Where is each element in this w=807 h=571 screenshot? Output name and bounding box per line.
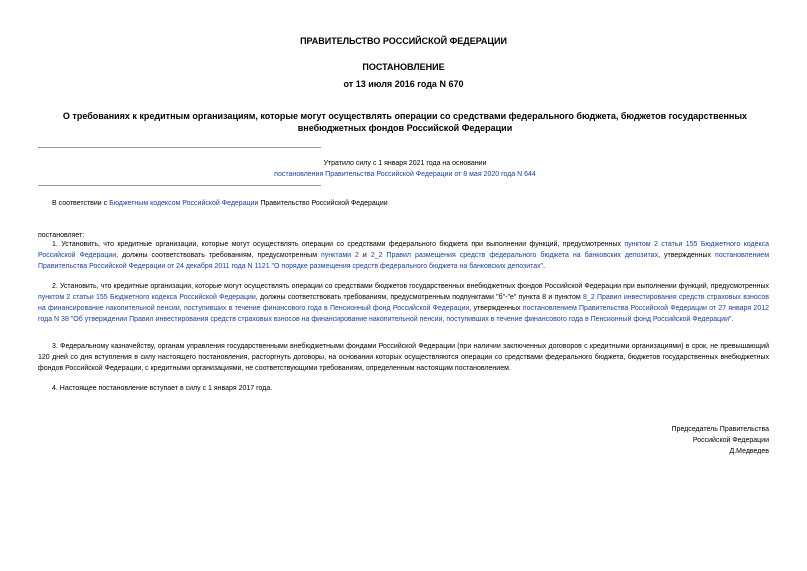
repeal-notice — [200, 158, 610, 180]
p2-text-1: 2. Установить, что кредитные организации, которые могут осуществлять операции со средствами бюджетов государственных внебюджетных фондов Российской Федерации при выполнении функций, предусмотренных — [52, 283, 769, 290]
p2-text-2: , должны соответствовать требованиям, предусмотренным подпунктами "б"-"е" пункта 8 и пунктом — [255, 294, 584, 301]
document-date-number: от 13 июля 2016 года N 670 — [343, 79, 464, 89]
preamble — [52, 198, 752, 209]
p1-link-3[interactable]: 2_2 Правил размещения средств федерального бюджета на банковских депозитах — [370, 252, 659, 259]
preamble-text-end: Правительство Российской Федерации — [258, 200, 388, 207]
paragraph-3: 3. Федеральному казначейству, органам управления государственными внебюджетными фондами Российской Федерации (при наличии заключенных договоров с кредитными организациями) в срок, не превышающий 120 дней со дня вступления в силу настоящего постановления, расторгнуть договоры, на основании которых осуществляются операции со средствами федерального бюджета, бюджетов государственных внебюджетных фондов Российской Федерации, с кредитными организациями, не соответствующими требованиям, определенным настоящим постановлением. — [38, 343, 769, 372]
paragraph-4: 4. Настоящее постановление вступает в силу с 1 января 2017 года. — [52, 385, 273, 392]
p1-link-2[interactable]: пунктами 2 — [321, 252, 359, 259]
p1-text-4: , утвержденных — [658, 252, 716, 259]
p2-link-2[interactable]: 8_2 Правил инвестирования средств страховых взносов на финансирование накопительной пенсии, поступивших в течение финансового года в Пенсионный фонд Российской Федерации — [38, 294, 769, 312]
p1-link-1[interactable]: пунктом 2 статьи 155 Бюджетного кодекса Российской Федерации — [38, 241, 769, 259]
repeal-notice-text: Утратило силу с 1 января 2021 года на основании — [323, 160, 487, 167]
p2-link-3[interactable]: постановлением Правительства Российской Федерации от 27 января 2012 года N 38 "Об утверждении Правил инвестирования средств страховых взносов на финансирование накопительной пенсии, поступивших в течение финансового года в Пенсионный фонд Российской Федерации" — [38, 305, 769, 323]
budget-code-link[interactable]: Бюджетным кодексом Российской Федерации — [109, 200, 259, 207]
paragraph-1 — [38, 239, 769, 272]
preamble-text: В соответствии с — [52, 200, 110, 207]
p2-link-1[interactable]: пунктом 2 статьи 155 Бюджетного кодекса Российской Федерации — [38, 294, 256, 301]
p1-text-2: , должны соответствовать требованиям, предусмотренным — [116, 252, 322, 259]
signature-organization: Российской Федерации — [692, 437, 769, 444]
paragraph-2 — [38, 281, 769, 325]
divider-top — [38, 147, 321, 148]
signature-block — [569, 424, 769, 457]
p1-text-1: 1. Установить, что кредитные организации, которые могут осуществлять операции со средствами федерального бюджета при выполнении функций, предусмотренных — [52, 241, 625, 248]
government-heading: ПРАВИТЕЛЬСТВО РОССИЙСКОЙ ФЕДЕРАЦИИ — [300, 36, 507, 46]
p1-link-4[interactable]: постановлением Правительства Российской Федерации от 24 декабря 2011 года N 1121 "О порядке размещения средств федерального бюджета на банковских депозитах" — [38, 252, 770, 270]
decree-word: постановляет: — [38, 232, 85, 239]
p1-text-5: . — [543, 263, 546, 270]
document-type: ПОСТАНОВЛЕНИЕ — [362, 62, 445, 72]
signature-name: Д.Медведев — [729, 448, 769, 455]
signature-position: Председатель Правительства — [671, 426, 769, 433]
p2-text-4: . — [731, 316, 734, 323]
document-title: О требованиях к кредитным организациям, которые могут осуществлять операции со средствами федерального бюджета, бюджетов государственных внебюджетных фондов Российской Федерации — [62, 111, 748, 133]
p2-text-3: , утвержденных — [469, 305, 523, 312]
repeal-notice-link[interactable]: постановления Правительства Российской Федерации от 8 мая 2020 года N 644 — [274, 171, 536, 178]
divider-bottom — [38, 185, 321, 186]
p1-text-3: и — [358, 252, 371, 259]
